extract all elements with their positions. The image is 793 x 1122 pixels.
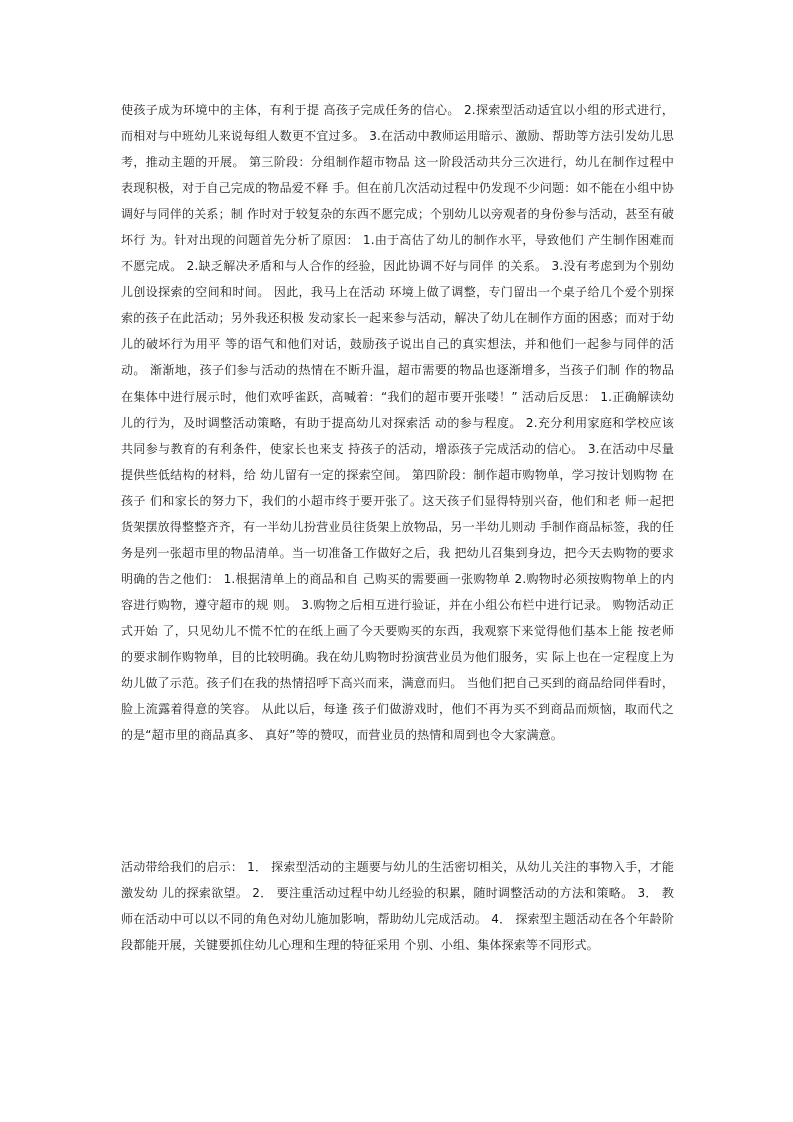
body-paragraph-inspiration: 活动带给我们的启示： 1． 探索型活动的主题要与幼儿的生活密切相关，从幼儿关注的事物入手，才能激发幼 儿的探索欲望。 2． 要注重活动过程中幼儿经验的积累，随时调整活动的方法和策略。 3． 教师在活动中可以以不同的角色对幼儿施加影响，帮助幼儿完成活动。 4． 探索型主题活动在各个年龄阶段都能开展，关键要抓住幼儿心理和生理的特征采用 个别、小组、集体探索等不同形式。	[121, 860, 674, 953]
body-paragraph-activity-stages: 使孩子成为环境中的主体，有利于提 高孩子完成任务的信心。 2.探索型活动适宜以小组的形式进行，而相对与中班幼儿来说每组人数更不宜过多。 3.在活动中教师运用暗示、激励、帮助等方法引发幼儿思考，推动主题的开展。 第三阶段：分组制作超市物品 这一阶段活动共分三次进行，幼儿在制作过程中表现积极，对于自己完成的物品爱不释 手。但在前几次活动过程中仍发现不少问题：如不能在小组中协调好与同伴的关系；制 作时对于较复杂的东西不愿完成；个别幼儿以旁观者的身份参与活动，甚至有破坏行 为。针对出现的问题首先分析了原因： 1.由于高估了幼儿的制作水平，导致他们 产生制作困难而不愿完成。 2.缺乏解决矛盾和与人合作的经验，因此协调不好与同伴 的关系。 3.没有考虑到为个别幼儿创设探索的空间和时间。 因此，我马上在活动 环境上做了调整，专门留出一个桌子给几个爱个别探索的孩子在此活动；另外我还积极 发动家长一起来参与活动，解决了幼儿在制作方面的困惑；而对于幼儿的破坏行为用平 等的语气和他们对话，鼓励孩子说出自己的真实想法，并和他们一起参与同伴的活动。 渐渐地，孩子们参与活动的热情在不断升温，超市需要的物品也逐渐增多，当孩子们制 作的物品在集体中进行展示时，他们欢呼雀跃，高喊着：“我们的超市要开张喽！” 活动后反思： 1.正确解读幼儿的行为，及时调整活动策略，有助于提高幼儿对探索活 动的参与程度。 2.充分利用家庭和学校应该共同参与教育的有利条件，使家长也来支 持孩子的活动，增添孩子完成活动的信心。 3.在活动中尽量提供些低结构的材料，给 幼儿留有一定的探索空间。 第四阶段：制作超市购物单，学习按计划购物 在孩子 们和家长的努力下，我们的小超市终于要开张了。这天孩子们显得特别兴奋，他们和老 师一起把货架摆放得整整齐齐，有一半幼儿扮营业员往货架上放物品，另一半幼儿则动 手制作商品标签，我的任务是列一张超市里的物品清单。当一切准备工作做好之后，我 把幼儿召集到身边，把今天去购物的要求明确的告之他们： 1.根据清单上的商品和自 己购买的需要画一张购物单 2.购物时必须按购物单上的内容进行购物，遵守超市的规 则。 3.购物之后相互进行验证，并在小组公布栏中进行记录。 购物活动正式开始 了，只见幼儿不慌不忙的在纸上画了今天要购买的东西，我观察下来觉得他们基本上能 按老师的要求制作购物单，目的比较明确。我在幼儿购物时扮演营业员为他们服务，实 际上也在一定程度上为幼儿做了示范。孩子们在我的热情招呼下高兴而来，满意而归。 当他们把自己买到的商品给同伴看时，脸上流露着得意的笑容。 从此以后，每逢 孩子们做游戏时，他们不再为买不到商品而烦恼，取而代之的是“超市里的商品真多、 真好”等的赞叹，而营业员的热情和周到也令大家满意。	[121, 103, 674, 743]
